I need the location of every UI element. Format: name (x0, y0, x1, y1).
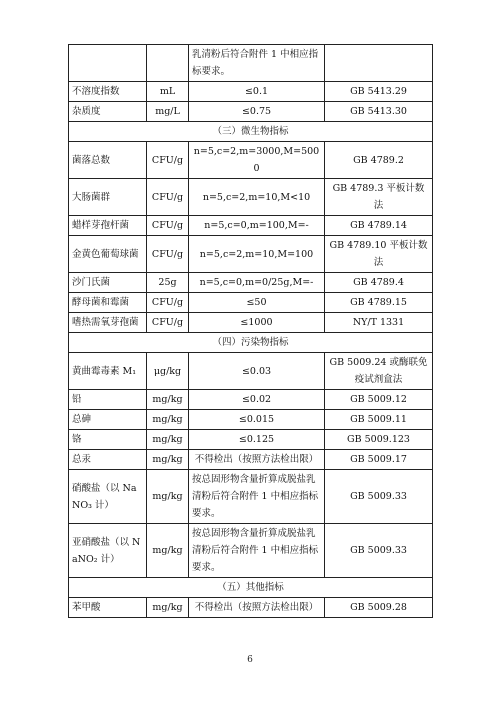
unit-cell: CFU/g (147, 293, 189, 313)
limit-cell: 按总固形物含量折算成脱盐乳清粉后符合附件 1 中相应指标要求。 (189, 470, 325, 524)
unit-cell: CFU/g (147, 236, 189, 273)
method-cell: GB 5009.17 (325, 450, 433, 470)
section-header-row (69, 578, 433, 598)
limit-cell: ≤0.125 (189, 430, 325, 450)
limit-cell: n=5,c=0,m=0/25g,M=- (189, 273, 325, 293)
unit-cell: mg/L (147, 102, 189, 122)
section-heading-microbial: （三）微生物指标 (69, 122, 433, 142)
unit-cell: mL (147, 82, 189, 102)
page-number: 6 (247, 655, 253, 665)
section-header-row (69, 122, 433, 142)
item-cell: 沙门氏菌 (69, 273, 147, 293)
item-cell: 铬 (69, 430, 147, 450)
method-cell: GB 4789.3 平板计数法 (325, 179, 433, 216)
table-row (69, 470, 433, 524)
limit-cell: ≤0.02 (189, 390, 325, 410)
item-cell: 黄曲霉毒素 M₁ (69, 353, 147, 390)
limit-cell: ≤0.03 (189, 353, 325, 390)
unit-cell: mg/kg (147, 410, 189, 430)
section-heading-other: （五）其他指标 (69, 578, 433, 598)
item-cell: 大肠菌群 (69, 179, 147, 216)
table-row (69, 524, 433, 578)
table-row (69, 45, 433, 82)
method-cell: GB 4789.15 (325, 293, 433, 313)
table-row (69, 293, 433, 313)
method-cell: GB 5413.29 (325, 82, 433, 102)
method-cell: GB 5009.123 (325, 430, 433, 450)
method-cell: GB 5009.33 (325, 470, 433, 524)
method-cell: GB 5413.30 (325, 102, 433, 122)
method-cell: GB 4789.10 平板计数法 (325, 236, 433, 273)
item-cell (69, 45, 147, 82)
item-cell: 菌落总数 (69, 142, 147, 179)
unit-cell (147, 45, 189, 82)
item-cell: 总砷 (69, 410, 147, 430)
table-row (69, 216, 433, 236)
unit-cell: mg/kg (147, 390, 189, 410)
item-cell: 硝酸盐（以 NaNO₃ 计） (69, 470, 147, 524)
method-cell: GB 4789.4 (325, 273, 433, 293)
item-cell: 铅 (69, 390, 147, 410)
limit-cell: ≤0.1 (189, 82, 325, 102)
limit-cell: 不得检出（按照方法检出限） (189, 598, 325, 618)
method-cell: GB 5009.12 (325, 390, 433, 410)
unit-cell: CFU/g (147, 142, 189, 179)
unit-cell: CFU/g (147, 179, 189, 216)
method-cell: NY/T 1331 (325, 313, 433, 333)
table-row (69, 102, 433, 122)
limit-cell: n=5,c=2,m=3000,M=5000 (189, 142, 325, 179)
item-cell: 蜡样芽孢杆菌 (69, 216, 147, 236)
limit-cell: 乳清粉后符合附件 1 中相应指标要求。 (189, 45, 325, 82)
table-row (69, 598, 433, 618)
table-row (69, 353, 433, 390)
unit-cell: μg/kg (147, 353, 189, 390)
limit-cell: n=5,c=2,m=10,M=100 (189, 236, 325, 273)
method-cell: GB 4789.14 (325, 216, 433, 236)
method-cell (325, 45, 433, 82)
limit-cell: ≤0.015 (189, 410, 325, 430)
limit-cell: ≤0.75 (189, 102, 325, 122)
unit-cell: CFU/g (147, 313, 189, 333)
item-cell: 金黄色葡萄球菌 (69, 236, 147, 273)
method-cell: GB 5009.28 (325, 598, 433, 618)
unit-cell: CFU/g (147, 216, 189, 236)
unit-cell: mg/kg (147, 450, 189, 470)
table-row (69, 410, 433, 430)
table-row (69, 273, 433, 293)
table-row (69, 82, 433, 102)
table-row (69, 430, 433, 450)
limit-cell: n=5,c=0,m=100,M=- (189, 216, 325, 236)
section-heading-pollutant: （四）污染物指标 (69, 333, 433, 353)
unit-cell: mg/kg (147, 524, 189, 578)
unit-cell: mg/kg (147, 430, 189, 450)
item-cell: 嗜热需氧芽孢菌 (69, 313, 147, 333)
item-cell: 酵母菌和霉菌 (69, 293, 147, 313)
limit-cell: ≤50 (189, 293, 325, 313)
specification-table (68, 44, 433, 618)
method-cell: GB 5009.33 (325, 524, 433, 578)
limit-cell: 不得检出（按照方法检出限） (189, 450, 325, 470)
item-cell: 总汞 (69, 450, 147, 470)
unit-cell: 25g (147, 273, 189, 293)
unit-cell: mg/kg (147, 598, 189, 618)
table-row (69, 142, 433, 179)
limit-cell: n=5,c=2,m=10,M<10 (189, 179, 325, 216)
table-row (69, 390, 433, 410)
table-row (69, 313, 433, 333)
item-cell: 苯甲酸 (69, 598, 147, 618)
unit-cell: mg/kg (147, 470, 189, 524)
method-cell: GB 4789.2 (325, 142, 433, 179)
item-cell: 亚硝酸盐（以 NaNO₂ 计） (69, 524, 147, 578)
table-row (69, 179, 433, 216)
table-row (69, 236, 433, 273)
item-cell: 不溶度指数 (69, 82, 147, 102)
method-cell: GB 5009.11 (325, 410, 433, 430)
section-header-row (69, 333, 433, 353)
table-row (69, 450, 433, 470)
method-cell: GB 5009.24 或酶联免疫试剂盒法 (325, 353, 433, 390)
limit-cell: ≤1000 (189, 313, 325, 333)
limit-cell: 按总固形物含量折算成脱盐乳清粉后符合附件 1 中相应指标要求。 (189, 524, 325, 578)
item-cell: 杂质度 (69, 102, 147, 122)
